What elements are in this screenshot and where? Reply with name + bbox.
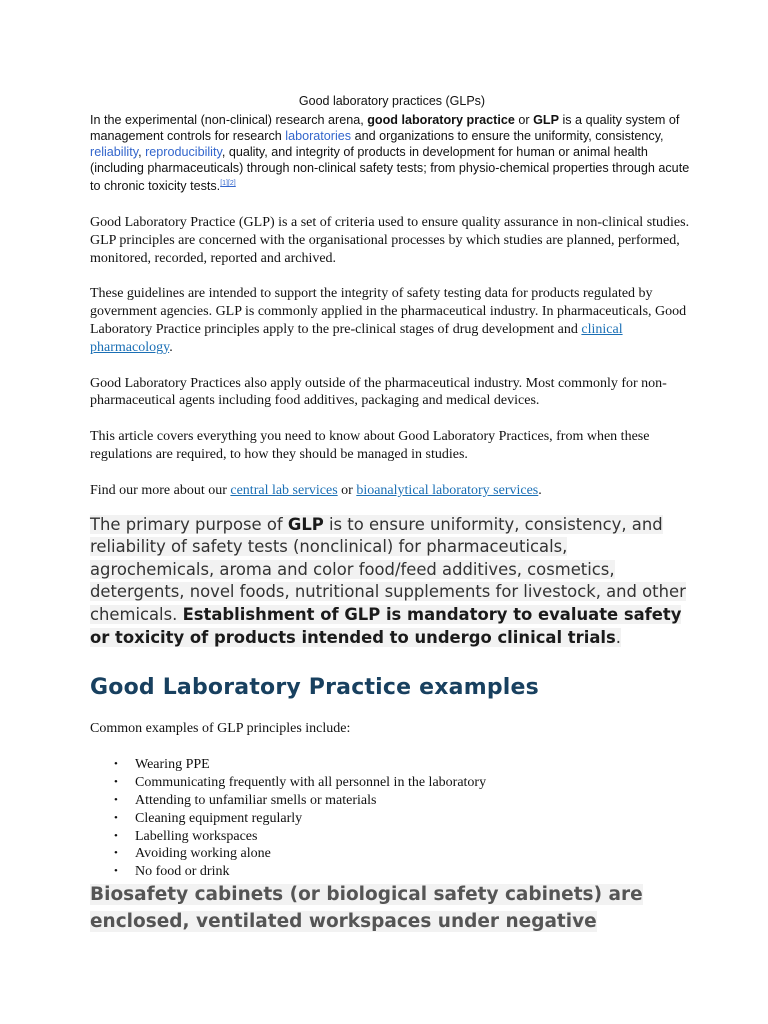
bullet: • <box>114 829 118 842</box>
examples-list <box>90 756 690 881</box>
biosafety-heading-line1: Biosafety cabinets (or biological safety cabinets) are <box>90 884 643 906</box>
clinical-pharmacology-link[interactable]: clinical pharmacology <box>90 321 623 355</box>
bullet: • <box>114 811 118 824</box>
biosafety-heading-line2: enclosed, ventilated workspaces under negative <box>90 911 597 933</box>
list-item <box>90 863 690 881</box>
list-item-text: Communicating frequently with all personnel in the laboratory <box>135 774 487 790</box>
bullet: • <box>114 757 118 770</box>
bullet: • <box>114 865 118 878</box>
examples-heading: Good Laboratory Practice examples <box>90 675 539 701</box>
paragraph-text: Find our more about our <box>90 482 231 498</box>
list-item <box>90 810 690 828</box>
laboratories-link[interactable]: laboratories <box>285 129 352 143</box>
paragraph-text: . <box>538 482 542 498</box>
list-item-text: No food or drink <box>135 864 230 880</box>
paragraph-find-more <box>90 482 690 500</box>
callout-bold-mandatory: Establishment of GLP is mandatory to evaluate safety or toxicity of products intended to undergo clinical trials <box>90 604 682 647</box>
reproducibility-link[interactable]: reproducibility <box>145 145 222 159</box>
glp-purpose-callout <box>90 514 690 650</box>
paragraph-outside-pharma: Good Laboratory Practices also apply outside of the pharmaceutical industry. Most commonly for non-pharmaceutical agents including food additives, packaging and medical devices. <box>90 375 667 409</box>
list-item-text: Cleaning equipment regularly <box>135 810 303 826</box>
intro-text: , quality, and integrity of products in development for human or animal health (including pharmaceuticals) through non-clinical safety tests; from physio-chemical properties through acute to chronic toxicity tests. <box>90 145 690 193</box>
bullet: • <box>114 847 118 860</box>
intro-text: and organizations to ensure the uniformity, consistency, <box>351 129 664 143</box>
bioanalytical-services-link[interactable]: bioanalytical laboratory services <box>356 482 539 498</box>
list-item-text: Wearing PPE <box>135 756 210 772</box>
paragraph-text: . <box>169 339 173 355</box>
list-item <box>90 774 690 792</box>
central-lab-services-link[interactable]: central lab services <box>230 482 338 498</box>
intro-text: , <box>138 145 146 159</box>
intro-bold-abbr: GLP <box>533 113 559 127</box>
list-item-text: Attending to unfamiliar smells or materials <box>135 792 377 808</box>
intro-text: In the experimental (non-clinical) research arena, <box>90 113 368 127</box>
callout-bold-glp: GLP <box>287 514 324 534</box>
callout-text: is to ensure uniformity, consistency, and reliability of safety tests (nonclinical) for pharmaceuticals, agrochemicals, aroma and color food/feed additives, cosmetics, detergents, novel foods, nutritional supplements for livestock, and other chemicals. <box>90 514 686 624</box>
biosafety-heading <box>90 881 690 935</box>
bullet: • <box>114 793 118 806</box>
paragraph-definition: Good Laboratory Practice (GLP) is a set of criteria used to ensure quality assurance in non-clinical studies. GLP principles are concerned with the organisational processes by which studies are planned, performed, monitored, recorded, reported and archived. <box>90 215 690 266</box>
document-page <box>90 92 690 935</box>
examples-lead: Common examples of GLP principles include: <box>90 721 351 737</box>
reference-link[interactable]: [1][2] <box>220 180 236 187</box>
callout-text: The primary purpose of <box>90 514 288 534</box>
document-title: Good laboratory practices (GLPs) <box>298 94 486 108</box>
intro-paragraph <box>90 112 690 194</box>
paragraph-article-scope: This article covers everything you need to know about Good Laboratory Practices, from when these regulations are required, to how they should be managed in studies. <box>90 429 650 462</box>
list-item <box>90 792 690 810</box>
list-item-text: Avoiding working alone <box>135 846 271 862</box>
reliability-link[interactable]: reliability <box>90 145 139 159</box>
list-item-text: Labelling workspaces <box>135 828 258 844</box>
bullet: • <box>114 775 118 788</box>
intro-bold-term: good laboratory practice <box>367 113 515 127</box>
intro-text: or <box>514 113 534 127</box>
paragraph-text: or <box>337 482 357 498</box>
list-item <box>90 845 690 863</box>
list-item <box>90 828 690 846</box>
list-item <box>90 756 690 774</box>
intro-text: is a quality system of management controls for research <box>90 113 680 143</box>
paragraph-text: These guidelines are intended to support the integrity of safety testing data for products regulated by government agencies. GLP is commonly applied in the pharmaceutical industry. In pharmaceuticals, Good Laboratory Practice principles apply to the pre-clinical stages of drug development and <box>90 286 687 337</box>
paragraph-guidelines <box>90 285 690 356</box>
callout-text: . <box>615 627 621 647</box>
